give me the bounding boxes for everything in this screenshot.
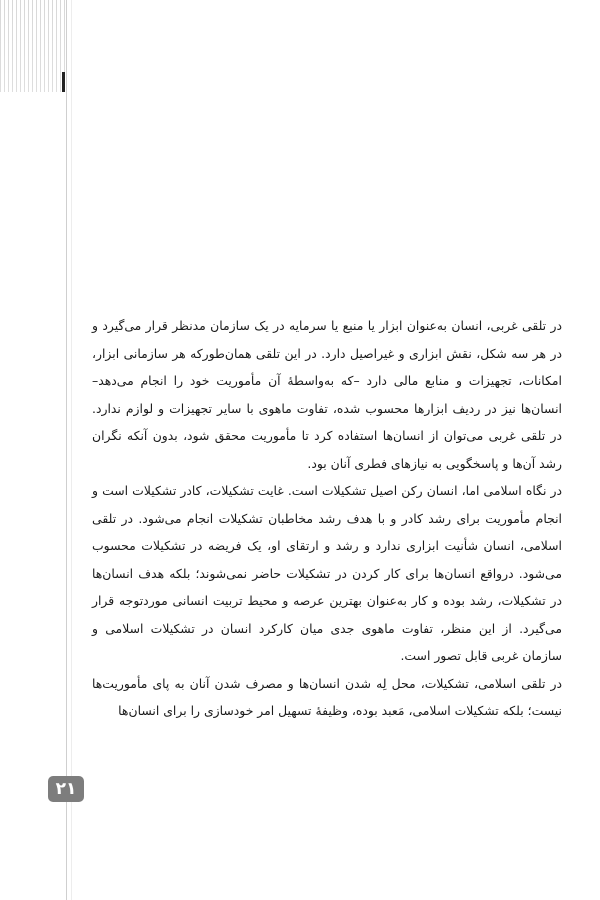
- page-number-badge: ۲۱: [48, 776, 84, 802]
- body-text: [92, 312, 562, 725]
- page-edge-shade: [0, 0, 66, 92]
- paragraph-2: در نگاه اسلامی اما، انسان رکن اصیل تشکیلات است. غایت تشکیلات، کادر تشکیلات است و انجام مأموریت برای رشد کادر و با هدف رشد مخاطبان تشکیلات انجام می‌شود. در تلقی اسلامی، انسان شأنیت ابزاری ندارد و رشد و ارتقای او، یک فریضه در تشکیلات محسوب می‌شود. درواقع انسان‌ها برای کار کردن در تشکیلات حاضر نمی‌شوند؛ بلکه هدف انسان‌ها در تشکیلات، رشد بوده و کار به‌عنوان بهترین عرصه و محیط تربیت انسانی موردتوجه قرار می‌گیرد. از این منظر، تفاوت ماهوی جدی میان کارکرد انسان در تشکیلات اسلامی و سازمان غربی قابل تصور است.: [92, 483, 562, 663]
- page-margin-line-inner: [71, 0, 72, 900]
- paragraph-3: در تلقی اسلامی، تشکیلات، محل لِه شدن انسان‌ها و مصرف شدن آنان به پای مأموریت‌ها نیست؛ بلکه تشکیلات اسلامی، مَعبد بوده، وظیفهٔ تسهیل امر خودسازی را برای انسان‌ها: [92, 675, 562, 718]
- paragraph-1: در تلقی غربی، انسان به‌عنوان ابزار یا منبع یا سرمایه در یک سازمان مدنظر قرار می‌گیرد و در هر سه شکل، نقش ابزاری و غیراصیل دارد. در این تلقی همان‌طورکه هر سازمانی ابزار، امکانات، تجهیزات و منابع مالی دارد –که به‌واسطهٔ آن مأموریت خود را انجام می‌دهد– انسان‌ها نیز در ردیف ابزارها محسوب شده، تفاوت ماهوی با سایر تجهیزات و لوازم ندارد. در تلقی غربی می‌توان از انسان‌ها استفاده کرد تا مأموریت محقق شود، بدون آنکه نگران رشد آن‌ها و پاسخگویی به نیازهای فطری آنان بود.: [92, 318, 562, 471]
- section-marker: [62, 72, 65, 92]
- page-margin-line: [66, 0, 67, 900]
